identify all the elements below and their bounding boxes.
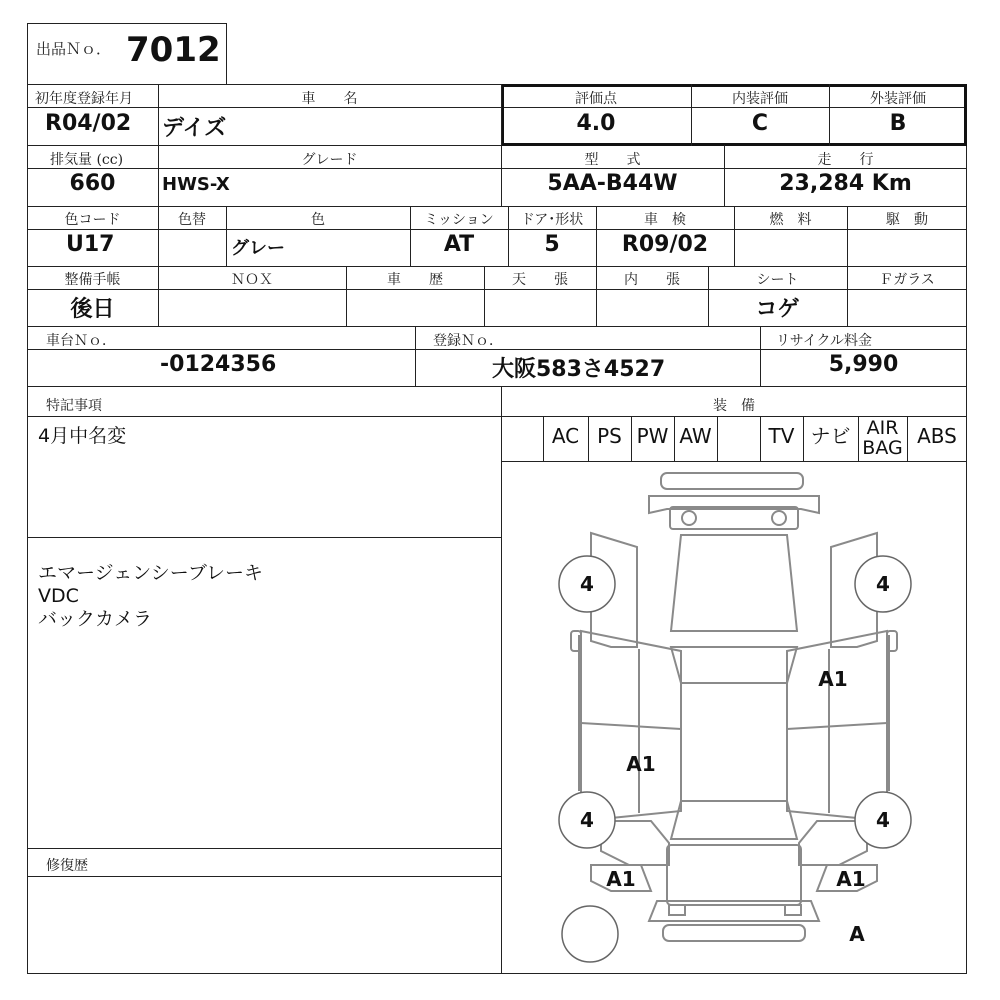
- mileage-label: 走 行: [817, 152, 874, 168]
- rule: [27, 266, 967, 267]
- tire-rear-right-grade: 4: [876, 808, 890, 832]
- equipment-ac: AC: [551, 424, 580, 448]
- tire-front-right-grade: 4: [876, 572, 890, 596]
- grade-value: HWS-X: [162, 174, 230, 195]
- special-note-line: エマージェンシーブレーキ: [38, 562, 264, 584]
- rule: [27, 206, 967, 207]
- chassis-no-label: 車台Ｎｏ．: [46, 333, 116, 349]
- displacement-label: 排気量 (cc): [50, 152, 124, 168]
- car-name-value: デイズ: [162, 116, 227, 141]
- car-history-label: 車 歴: [387, 272, 443, 288]
- model-value: 5AA-B44W: [547, 171, 678, 196]
- front-bumper: [649, 496, 819, 513]
- inner-lining-label: 内 張: [624, 272, 680, 288]
- repaint-label: 色替: [178, 212, 206, 228]
- windshield: [671, 647, 797, 683]
- color-label: 色: [311, 212, 325, 228]
- equipment-aw: AW: [679, 424, 712, 448]
- nox-label: ＮＯＸ: [231, 272, 273, 288]
- first-registration-value: R04/02: [45, 111, 132, 136]
- roof: [681, 683, 787, 801]
- damage-mark-right-door: A1: [818, 667, 848, 691]
- spare-tire-icon: [562, 906, 618, 962]
- seat-value: コゲ: [755, 297, 800, 322]
- inspection-value: R09/02: [621, 232, 709, 257]
- front-emblem: [772, 511, 786, 525]
- special-note-line: 4月中名変: [38, 425, 127, 447]
- color-code-label: 色コード: [64, 212, 121, 228]
- rule: [27, 289, 967, 290]
- equipment-navi: ナビ: [810, 424, 851, 448]
- equipment-ps: PS: [597, 424, 622, 448]
- exterior-label: 外装評価: [870, 91, 926, 107]
- special-notes-label: 特記事項: [46, 398, 102, 414]
- first-registration-label: 初年度登録年月: [35, 91, 133, 107]
- damage-mark-rear: A: [849, 922, 865, 946]
- drive-label: 駆 動: [886, 212, 928, 228]
- front-emblem: [682, 511, 696, 525]
- damage-mark-left-side: A1: [626, 752, 656, 776]
- mileage-value: 23,284 Km: [779, 171, 912, 196]
- score-label: 評価点: [575, 91, 617, 107]
- rule: [27, 876, 501, 877]
- door-label: ドア･形状: [520, 212, 584, 228]
- recycle-fee-value: 5,990: [828, 352, 899, 377]
- color-value: グレー: [231, 238, 285, 259]
- rear-window: [671, 801, 797, 839]
- front-bumper-top: [661, 473, 803, 489]
- rule: [27, 326, 967, 327]
- fuel-label: 燃 料: [769, 212, 812, 228]
- displacement-value: 660: [69, 171, 116, 196]
- equipment-tv: TV: [768, 424, 795, 448]
- front-glass-label: Ｆガラス: [879, 272, 935, 288]
- tire-front-left-grade: 4: [580, 572, 594, 596]
- door-value: 5: [544, 232, 560, 257]
- special-note-line: VDC: [38, 585, 79, 607]
- equipment-airbag-line2: BAG: [862, 437, 903, 459]
- hood: [671, 535, 797, 631]
- interior-label: 内装評価: [732, 91, 788, 107]
- mission-value: AT: [443, 232, 475, 257]
- maintenance-value: 後日: [70, 297, 115, 322]
- car-name-label: 車 名: [301, 91, 358, 107]
- rule: [27, 386, 967, 387]
- score-value: 4.0: [576, 111, 616, 136]
- exterior-value: B: [889, 111, 907, 136]
- rule: [415, 326, 416, 386]
- equipment-pw: PW: [636, 424, 669, 448]
- damage-mark-rear-right: A1: [836, 867, 866, 891]
- rear-light-left: [669, 905, 685, 915]
- color-code-value: U17: [66, 232, 115, 257]
- rule: [27, 848, 501, 849]
- trunk: [667, 845, 801, 905]
- repair-history-label: 修復歴: [46, 858, 88, 874]
- maintenance-label: 整備手帳: [64, 272, 121, 288]
- recycle-fee-label: リサイクル料金: [776, 333, 873, 349]
- damage-mark-rear-left: A1: [606, 867, 636, 891]
- inspection-label: 車 検: [644, 212, 686, 228]
- rule: [27, 537, 501, 538]
- roof-lining-label: 天 張: [512, 272, 568, 288]
- registration-no-value: 大阪583さ4527: [492, 357, 666, 382]
- interior-value: C: [751, 111, 769, 136]
- rule: [27, 229, 967, 230]
- equipment-label: 装 備: [713, 398, 755, 414]
- seat-label: シート: [756, 272, 799, 288]
- lot-number: 7012: [126, 30, 221, 70]
- rule: [27, 416, 967, 417]
- special-note-line: バックカメラ: [38, 608, 153, 630]
- equipment-abs: ABS: [917, 424, 957, 448]
- rear-bumper-bottom: [663, 925, 805, 941]
- rule: [717, 416, 718, 461]
- equipment-airbag-line1: AIR: [866, 417, 899, 439]
- car-condition-diagram: [501, 461, 967, 973]
- model-label: 型 式: [584, 152, 641, 168]
- tire-rear-left-grade: 4: [580, 808, 594, 832]
- chassis-no-value: -0124356: [160, 352, 277, 377]
- rear-light-right: [785, 905, 801, 915]
- registration-no-label: 登録Ｎｏ．: [433, 333, 503, 349]
- grade-label: グレード: [301, 152, 358, 168]
- mission-label: ミッション: [424, 212, 494, 228]
- lot-number-label: 出品Ｎｏ．: [36, 40, 112, 58]
